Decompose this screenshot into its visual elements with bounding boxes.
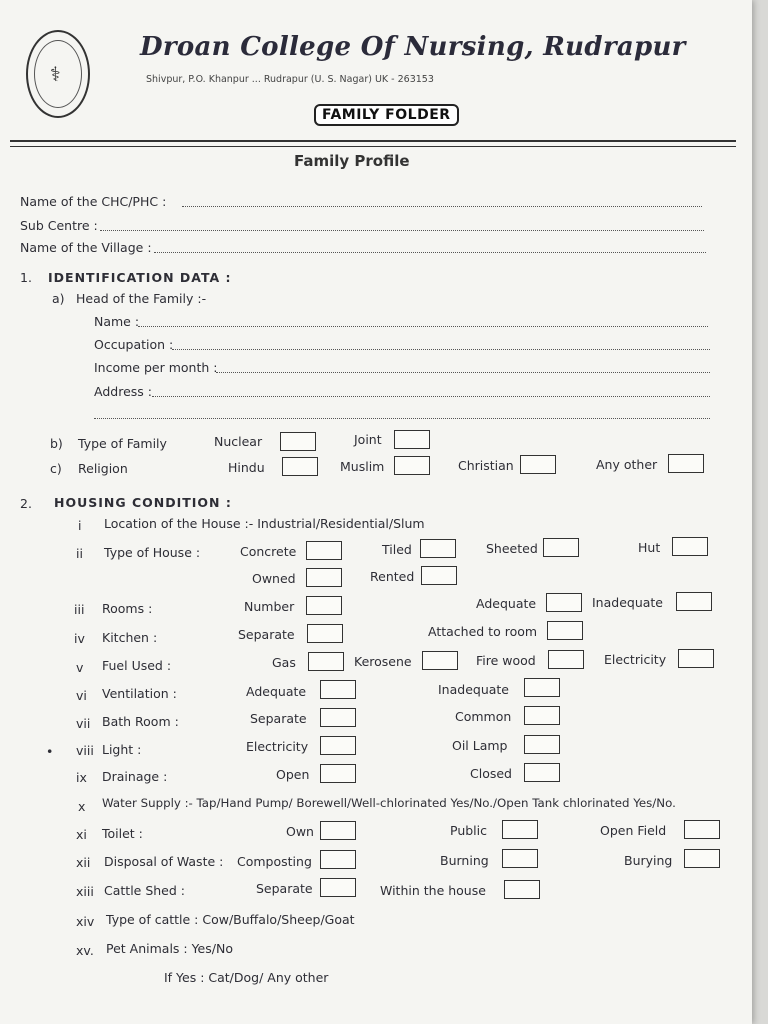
- item-xiv-number: xiv: [76, 914, 95, 929]
- sheeted-label: Sheeted: [486, 541, 538, 556]
- item-iii-number: iii: [74, 602, 85, 617]
- type-of-house-label: Type of House :: [104, 545, 201, 560]
- address-label: Address :: [94, 384, 152, 399]
- composting-checkbox[interactable]: [320, 850, 356, 869]
- tiled-label: Tiled: [382, 542, 412, 557]
- rooms-adequate-checkbox[interactable]: [546, 593, 582, 612]
- burning-label: Burning: [440, 853, 489, 868]
- bath-separate-label: Separate: [250, 711, 307, 726]
- bath-separate-checkbox[interactable]: [320, 708, 356, 727]
- family-folder-badge: FAMILY FOLDER: [314, 104, 459, 126]
- chc-phc-field[interactable]: [182, 206, 702, 207]
- chc-phc-label: Name of the CHC/PHC :: [20, 194, 167, 209]
- item-ii-number: ii: [76, 546, 83, 561]
- rooms-label: Rooms :: [102, 601, 153, 616]
- item-xi-number: xi: [76, 827, 87, 842]
- kitchen-label: Kitchen :: [102, 630, 158, 645]
- nuclear-checkbox[interactable]: [280, 432, 316, 451]
- item-xv-number: xv.: [76, 943, 94, 958]
- bath-room-label: Bath Room :: [102, 714, 179, 729]
- item-vii-number: vii: [76, 716, 91, 731]
- bullet-marker: •: [46, 744, 54, 759]
- income-label: Income per month :: [94, 360, 218, 375]
- location-of-house-text: Location of the House :- Industrial/Residential/Slum: [104, 516, 425, 531]
- header-divider-thin: [10, 146, 736, 147]
- item-x-number: x: [78, 799, 86, 814]
- toilet-public-label: Public: [450, 823, 487, 838]
- item-i-number: i: [78, 518, 82, 533]
- fire-wood-label: Fire wood: [476, 653, 536, 668]
- item-ix-number: ix: [76, 770, 87, 785]
- ventilation-adequate-label: Adequate: [246, 684, 307, 699]
- address-field-line2[interactable]: [94, 418, 710, 419]
- muslim-label: Muslim: [340, 459, 385, 474]
- rooms-number-checkbox[interactable]: [306, 596, 342, 615]
- header-divider: [10, 140, 736, 142]
- rooms-inadequate-checkbox[interactable]: [676, 592, 712, 611]
- bath-common-label: Common: [455, 709, 512, 724]
- ventilation-adequate-checkbox[interactable]: [320, 680, 356, 699]
- concrete-label: Concrete: [240, 544, 297, 559]
- composting-label: Composting: [237, 854, 312, 869]
- rooms-inadequate-label: Inadequate: [592, 595, 664, 610]
- type-of-cattle-text: Type of cattle : Cow/Buffalo/Sheep/Goat: [106, 912, 355, 927]
- hut-checkbox[interactable]: [672, 537, 708, 556]
- sub-centre-field[interactable]: [100, 230, 704, 231]
- rooms-adequate-label: Adequate: [476, 596, 537, 611]
- rented-label: Rented: [370, 569, 415, 584]
- name-field[interactable]: [138, 326, 708, 327]
- christian-label: Christian: [458, 458, 514, 473]
- kitchen-separate-checkbox[interactable]: [307, 624, 343, 643]
- water-supply-text: Water Supply :- Tap/Hand Pump/ Borewell/Well-chlorinated Yes/No./Open Tank chlorinated Yes/No.: [102, 796, 676, 810]
- village-field[interactable]: [154, 252, 706, 253]
- christian-checkbox[interactable]: [520, 455, 556, 474]
- drainage-closed-checkbox[interactable]: [524, 763, 560, 782]
- drainage-closed-label: Closed: [470, 766, 512, 781]
- lamp-icon: ⚕: [50, 62, 61, 86]
- any-other-religion-checkbox[interactable]: [668, 454, 704, 473]
- form-title: Family Profile: [294, 152, 410, 170]
- nuclear-label: Nuclear: [214, 434, 263, 449]
- kitchen-attached-checkbox[interactable]: [547, 621, 583, 640]
- kerosene-checkbox[interactable]: [422, 651, 458, 670]
- hindu-label: Hindu: [228, 460, 265, 475]
- bath-common-checkbox[interactable]: [524, 706, 560, 725]
- head-of-family-label: Head of the Family :-: [76, 291, 207, 306]
- item-vi-number: vi: [76, 688, 87, 703]
- ventilation-inadequate-label: Inadequate: [438, 682, 510, 697]
- oil-lamp-checkbox[interactable]: [524, 735, 560, 754]
- hut-label: Hut: [638, 540, 661, 555]
- kitchen-attached-label: Attached to room: [428, 624, 538, 639]
- cattle-shed-label: Cattle Shed :: [104, 883, 185, 898]
- owned-checkbox[interactable]: [306, 568, 342, 587]
- joint-label: Joint: [354, 432, 382, 447]
- rooms-number-label: Number: [244, 599, 295, 614]
- religion-marker: c): [50, 461, 62, 476]
- item-viii-number: viii: [76, 743, 94, 758]
- oil-lamp-label: Oil Lamp: [452, 738, 508, 753]
- occupation-label: Occupation :: [94, 337, 174, 352]
- light-label: Light :: [102, 742, 142, 757]
- rented-checkbox[interactable]: [421, 566, 457, 585]
- cattle-separate-checkbox[interactable]: [320, 878, 356, 897]
- concrete-checkbox[interactable]: [306, 541, 342, 560]
- village-label: Name of the Village :: [20, 240, 152, 255]
- family-type-label: Type of Family: [78, 436, 167, 451]
- toilet-public-checkbox[interactable]: [502, 820, 538, 839]
- toilet-own-label: Own: [286, 824, 314, 839]
- gas-checkbox[interactable]: [308, 652, 344, 671]
- fire-wood-checkbox[interactable]: [548, 650, 584, 669]
- tiled-checkbox[interactable]: [420, 539, 456, 558]
- item-xiii-number: xiii: [76, 884, 94, 899]
- toilet-label: Toilet :: [102, 826, 143, 841]
- cattle-separate-label: Separate: [256, 881, 313, 896]
- light-electricity-label: Electricity: [246, 739, 309, 754]
- muslim-checkbox[interactable]: [394, 456, 430, 475]
- if-yes-text: If Yes : Cat/Dog/ Any other: [164, 970, 329, 985]
- burying-checkbox[interactable]: [684, 849, 720, 868]
- drainage-label: Drainage :: [102, 769, 168, 784]
- kitchen-separate-label: Separate: [238, 627, 295, 642]
- disposal-label: Disposal of Waste :: [104, 854, 224, 869]
- identification-heading: IDENTIFICATION DATA :: [48, 270, 232, 285]
- burning-checkbox[interactable]: [502, 849, 538, 868]
- ventilation-inadequate-checkbox[interactable]: [524, 678, 560, 697]
- within-house-checkbox[interactable]: [504, 880, 540, 899]
- college-name: Droan College Of Nursing, Rudrapur: [140, 32, 686, 62]
- toilet-own-checkbox[interactable]: [320, 821, 356, 840]
- fuel-electricity-label: Electricity: [604, 652, 667, 667]
- housing-heading: HOUSING CONDITION :: [54, 495, 232, 510]
- hindu-checkbox[interactable]: [282, 457, 318, 476]
- light-electricity-checkbox[interactable]: [320, 736, 356, 755]
- occupation-field[interactable]: [172, 349, 710, 350]
- name-label: Name :: [94, 314, 140, 329]
- income-field[interactable]: [216, 372, 710, 373]
- item-xii-number: xii: [76, 855, 91, 870]
- drainage-open-checkbox[interactable]: [320, 764, 356, 783]
- gas-label: Gas: [272, 655, 296, 670]
- sub-centre-label: Sub Centre :: [20, 218, 98, 233]
- college-logo-icon: [26, 30, 90, 118]
- item-iv-number: iv: [74, 631, 85, 646]
- head-marker: a): [52, 291, 65, 306]
- owned-label: Owned: [252, 571, 296, 586]
- joint-checkbox[interactable]: [394, 430, 430, 449]
- drainage-open-label: Open: [276, 767, 310, 782]
- fuel-used-label: Fuel Used :: [102, 658, 172, 673]
- toilet-open-field-label: Open Field: [600, 823, 667, 838]
- within-house-label: Within the house: [380, 883, 486, 898]
- family-type-marker: b): [50, 436, 63, 451]
- burying-label: Burying: [624, 853, 673, 868]
- section-1-number: 1.: [20, 270, 32, 285]
- item-v-number: v: [76, 660, 84, 675]
- sheeted-checkbox[interactable]: [543, 538, 579, 557]
- college-address: Shivpur, P.O. Khanpur ... Rudrapur (U. S. Nagar) UK - 263153: [146, 74, 434, 85]
- address-field[interactable]: [152, 396, 710, 397]
- pet-animals-text: Pet Animals : Yes/No: [106, 941, 233, 956]
- fuel-electricity-checkbox[interactable]: [678, 649, 714, 668]
- kerosene-label: Kerosene: [354, 654, 412, 669]
- toilet-open-field-checkbox[interactable]: [684, 820, 720, 839]
- any-other-religion-label: Any other: [596, 457, 658, 472]
- religion-label: Religion: [78, 461, 128, 476]
- section-2-number: 2.: [20, 496, 32, 511]
- ventilation-label: Ventilation :: [102, 686, 177, 701]
